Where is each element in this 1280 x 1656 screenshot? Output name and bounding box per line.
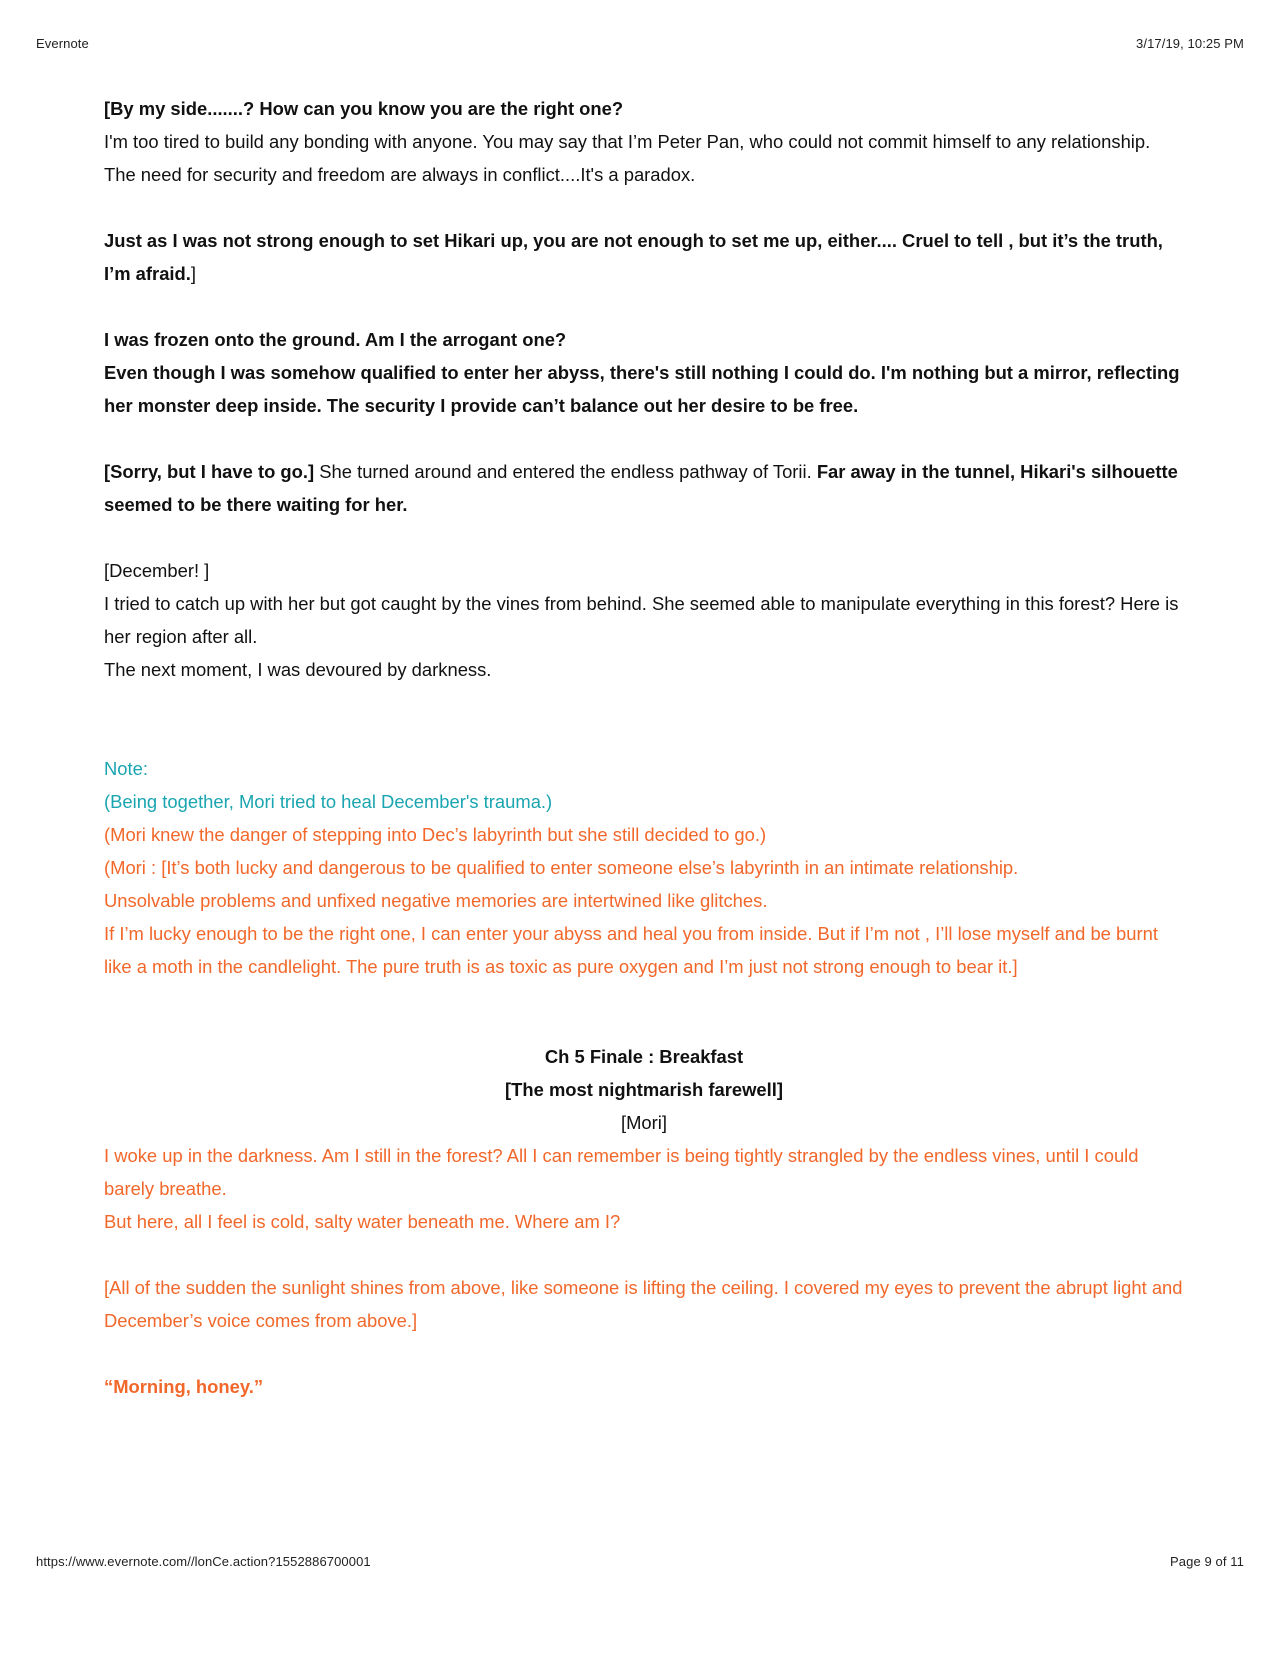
print-footer <box>36 1554 1244 1569</box>
chapter-narrator <box>104 1106 1184 1139</box>
note-labyrinth-danger <box>104 818 1184 851</box>
text-run: Ch 5 Finale : Breakfast <box>544 1046 744 1067</box>
mirror-paragraph <box>104 356 1184 422</box>
note-label <box>104 752 1184 785</box>
text-run: [All of the sudden the sunlight shines from above, like someone is lifting the ceiling. I covered my eyes to prevent the abrupt light and December’s voice comes from above.] <box>104 1277 1183 1331</box>
paragraph-spacer <box>104 521 1184 554</box>
text-run: Note: <box>104 758 148 779</box>
app-title: Evernote <box>36 36 89 51</box>
text-run: She turned around and entered the endless pathway of Torii. <box>314 461 817 482</box>
text-run: I'm too tired to build any bonding with anyone. You may say that I’m Peter Pan, who could not commit himself to any relationship. The need for security and freedom are always in conflict....It's a paradox. <box>104 131 1151 185</box>
text-run: [By my side.......? How can you know you are the right one? <box>104 98 624 119</box>
cruel-truth-paragraph <box>104 224 1184 290</box>
sunlight-paragraph <box>104 1271 1184 1337</box>
note-glitches <box>104 884 1184 917</box>
paragraph-spacer <box>104 1337 1184 1370</box>
december-call <box>104 554 1184 587</box>
paragraph-spacer <box>104 290 1184 323</box>
text-run: [Sorry, but I have to go.] <box>104 461 315 482</box>
text-run: If I’m lucky enough to be the right one, I can enter your abyss and heal you from inside. But if I’m not , I’ll lose myself and be burnt like a moth in the candlelight. The pure truth is as toxic as pure oxygen and I’m just not strong enough to bear it.] <box>104 923 1158 977</box>
paragraph-spacer <box>104 686 1184 752</box>
text-run: [December! ] <box>104 560 210 581</box>
text-run: (Mori : [It’s both lucky and dangerous to be qualified to enter someone else’s labyrinth in an intimate relationship. <box>104 857 1019 878</box>
note-mori-quote <box>104 851 1184 884</box>
note-body <box>104 92 1184 1403</box>
text-run: Far away in the tunnel, Hikari's silhouette seemed to be there waiting for her. <box>104 461 1178 515</box>
text-run: “Morning, honey.” <box>104 1376 264 1397</box>
paragraph-spacer <box>104 983 1184 1040</box>
note-url: https://www.evernote.com//lonCe.action?1552886700001 <box>36 1554 371 1569</box>
torii-paragraph <box>104 455 1184 521</box>
paragraph-spacer <box>104 191 1184 224</box>
woke-up-paragraph <box>104 1139 1184 1205</box>
chapter-title <box>104 1040 1184 1073</box>
note-moth <box>104 917 1184 983</box>
text-run: ] <box>190 263 196 284</box>
peter-pan-paragraph <box>104 125 1184 191</box>
text-run: [The most nightmarish farewell] <box>505 1079 783 1100</box>
morning-honey-line <box>104 1370 1184 1403</box>
text-run: I was frozen onto the ground. Am I the arrogant one? <box>104 329 567 350</box>
text-run: Even though I was somehow qualified to enter her abyss, there's still nothing I could do. I'm nothing but a mirror, reflecting her monster deep inside. The security I provide can’t balance out her desire to be free. <box>104 362 1180 416</box>
print-header <box>36 36 1244 51</box>
paragraph-spacer <box>104 1238 1184 1271</box>
text-run: I tried to catch up with her but got caught by the vines from behind. She seemed able to manipulate everything in this forest? Here is her region after all. <box>104 593 1179 647</box>
text-run: [Mori] <box>621 1112 667 1133</box>
text-run: Unsolvable problems and unfixed negative memories are intertwined like glitches. <box>104 890 768 911</box>
salty-water-paragraph <box>104 1205 1184 1238</box>
note-heal-trauma <box>104 785 1184 818</box>
vines-paragraph <box>104 587 1184 653</box>
darkness-paragraph <box>104 653 1184 686</box>
text-run: But here, all I feel is cold, salty water beneath me. Where am I? <box>104 1211 621 1232</box>
text-run: I woke up in the darkness. Am I still in the forest? All I can remember is being tightly strangled by the endless vines, until I could barely breathe. <box>104 1145 1139 1199</box>
chapter-subtitle <box>104 1073 1184 1106</box>
text-run: Just as I was not strong enough to set Hikari up, you are not enough to set me up, either.... Cruel to tell , but it’s the truth, I’m afraid. <box>104 230 1163 284</box>
frozen-paragraph <box>104 323 1184 356</box>
page-indicator: Page 9 of 11 <box>1170 1554 1244 1569</box>
text-run: The next moment, I was devoured by darkness. <box>104 659 492 680</box>
paragraph-spacer <box>104 422 1184 455</box>
text-run: (Mori knew the danger of stepping into Dec’s labyrinth but she still decided to go.) <box>104 824 767 845</box>
print-timestamp: 3/17/19, 10:25 PM <box>1136 36 1244 51</box>
dialogue-by-my-side <box>104 92 1184 125</box>
text-run: (Being together, Mori tried to heal December's trauma.) <box>104 791 553 812</box>
